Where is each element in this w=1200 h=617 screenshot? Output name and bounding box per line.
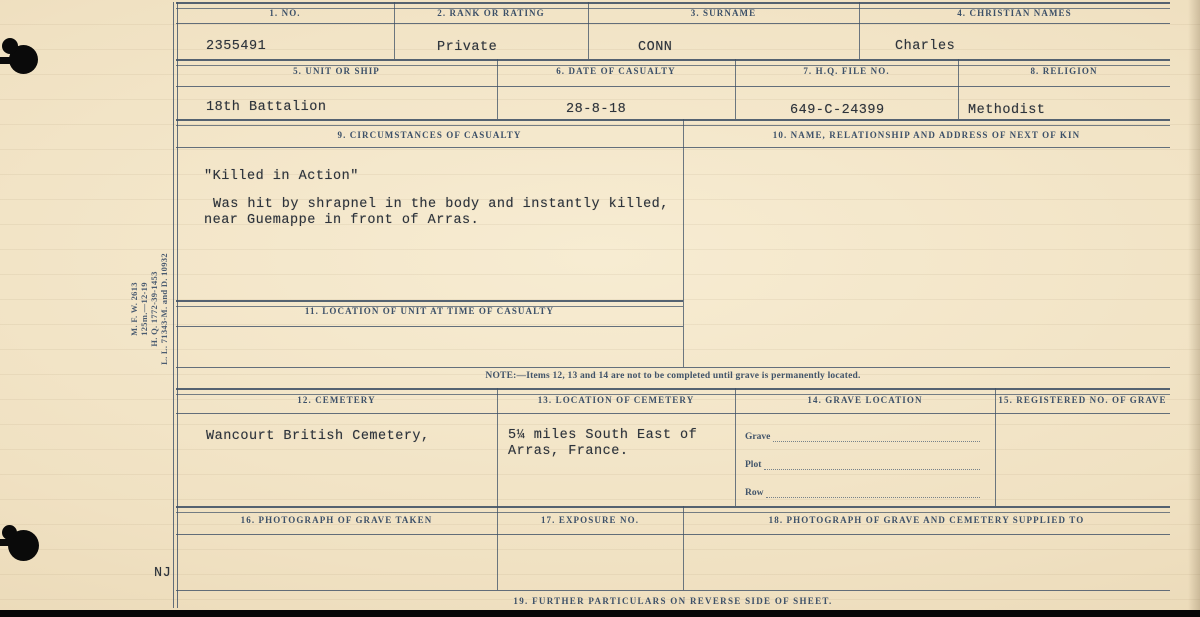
stamp-line: 125m.—12-19 (138, 282, 149, 336)
stamp-line: L. L. 71343-M. and D. 10932 (158, 253, 169, 365)
dotted-leader (766, 486, 980, 498)
rule (176, 590, 1170, 591)
rule (176, 413, 1170, 414)
field-religion-header: 8. RELIGION (1030, 66, 1098, 76)
rule (176, 59, 1170, 66)
circumstances-line: near Guemappe in front of Arras. (204, 213, 480, 228)
stamp-line: H. Q. 1772-39-1453 (148, 271, 159, 347)
field-unit-value: 18th Battalion (206, 100, 327, 115)
rule (176, 86, 1170, 87)
rule (735, 388, 736, 506)
photo-taken-header: 16. PHOTOGRAPH OF GRAVE TAKEN (240, 515, 433, 525)
rule (176, 388, 1170, 395)
field-no-value: 2355491 (206, 39, 267, 54)
rule (995, 388, 996, 506)
circumstances-header: 9. CIRCUMSTANCES OF CASUALTY (337, 130, 522, 140)
grave-row (745, 486, 980, 498)
field-christian-header: 4. CHRISTIAN NAMES (957, 8, 1072, 18)
cemetery-location-line: 5¼ miles South East of (508, 428, 698, 443)
field-hqfile-value: 649-C-24399 (790, 103, 885, 118)
plot-label: Plot (745, 460, 762, 470)
cemetery-header: 12. CEMETERY (297, 395, 376, 405)
cemetery-value: Wancourt British Cemetery, (206, 429, 430, 444)
grave-label: Grave (745, 432, 771, 442)
unit-location-header: 11. LOCATION OF UNIT AT TIME OF CASUALTY (304, 306, 555, 316)
row-label: Row (745, 488, 764, 498)
field-hqfile-header: 7. H.Q. FILE NO. (803, 66, 890, 76)
grave-location-header: 14. GRAVE LOCATION (807, 395, 923, 405)
exposure-header: 17. EXPOSURE NO. (540, 515, 640, 525)
field-surname-value: CONN (638, 40, 673, 55)
circumstances-line: "Killed in Action" (204, 169, 359, 184)
registered-no-header: 15. REGISTERED NO. OF GRAVE (998, 395, 1167, 405)
punch-hole-top (9, 45, 38, 74)
margin-mark: NJ (154, 566, 172, 581)
field-rank-value: Private (437, 40, 498, 55)
rule (497, 388, 498, 506)
grave-row (745, 458, 980, 470)
photo-supplied-header: 18. PHOTOGRAPH OF GRAVE AND CEMETERY SUPPLIED TO (768, 515, 1085, 525)
rule (176, 23, 1170, 24)
next-of-kin-header: 10. NAME, RELATIONSHIP AND ADDRESS OF NEXT OF KIN (772, 130, 1081, 140)
rule (176, 147, 1170, 148)
rule (176, 534, 1170, 535)
rule (176, 119, 1170, 126)
cemetery-location-header: 13. LOCATION OF CEMETERY (537, 395, 695, 405)
note-row: NOTE:—Items 12, 13 and 14 are not to be completed until grave is permanently located. (485, 371, 861, 381)
field-rank-header: 2. RANK OR RATING (437, 8, 545, 18)
grave-row (745, 430, 980, 442)
field-no-header: 1. NO. (269, 8, 301, 18)
rule (176, 367, 1170, 368)
field-date-value: 28-8-18 (566, 102, 627, 117)
cemetery-location-line: Arras, France. (508, 444, 629, 459)
further-particulars: 19. FURTHER PARTICULARS ON REVERSE SIDE OF SHEET. (513, 596, 833, 606)
rule (683, 119, 684, 367)
punch-hole-bottom (8, 530, 39, 561)
stamp-line: M. F. W. 2613 (128, 282, 139, 336)
dotted-leader (773, 430, 980, 442)
dotted-leader (764, 458, 980, 470)
field-date-header: 6. DATE OF CASUALTY (556, 66, 676, 76)
field-religion-value: Methodist (968, 103, 1046, 118)
rule (176, 506, 1170, 513)
rule (176, 326, 683, 327)
circumstances-line: Was hit by shrapnel in the body and instantly killed, (213, 197, 669, 212)
field-christian-value: Charles (895, 39, 956, 54)
field-surname-header: 3. SURNAME (690, 8, 757, 18)
field-unit-header: 5. UNIT OR SHIP (293, 66, 380, 76)
